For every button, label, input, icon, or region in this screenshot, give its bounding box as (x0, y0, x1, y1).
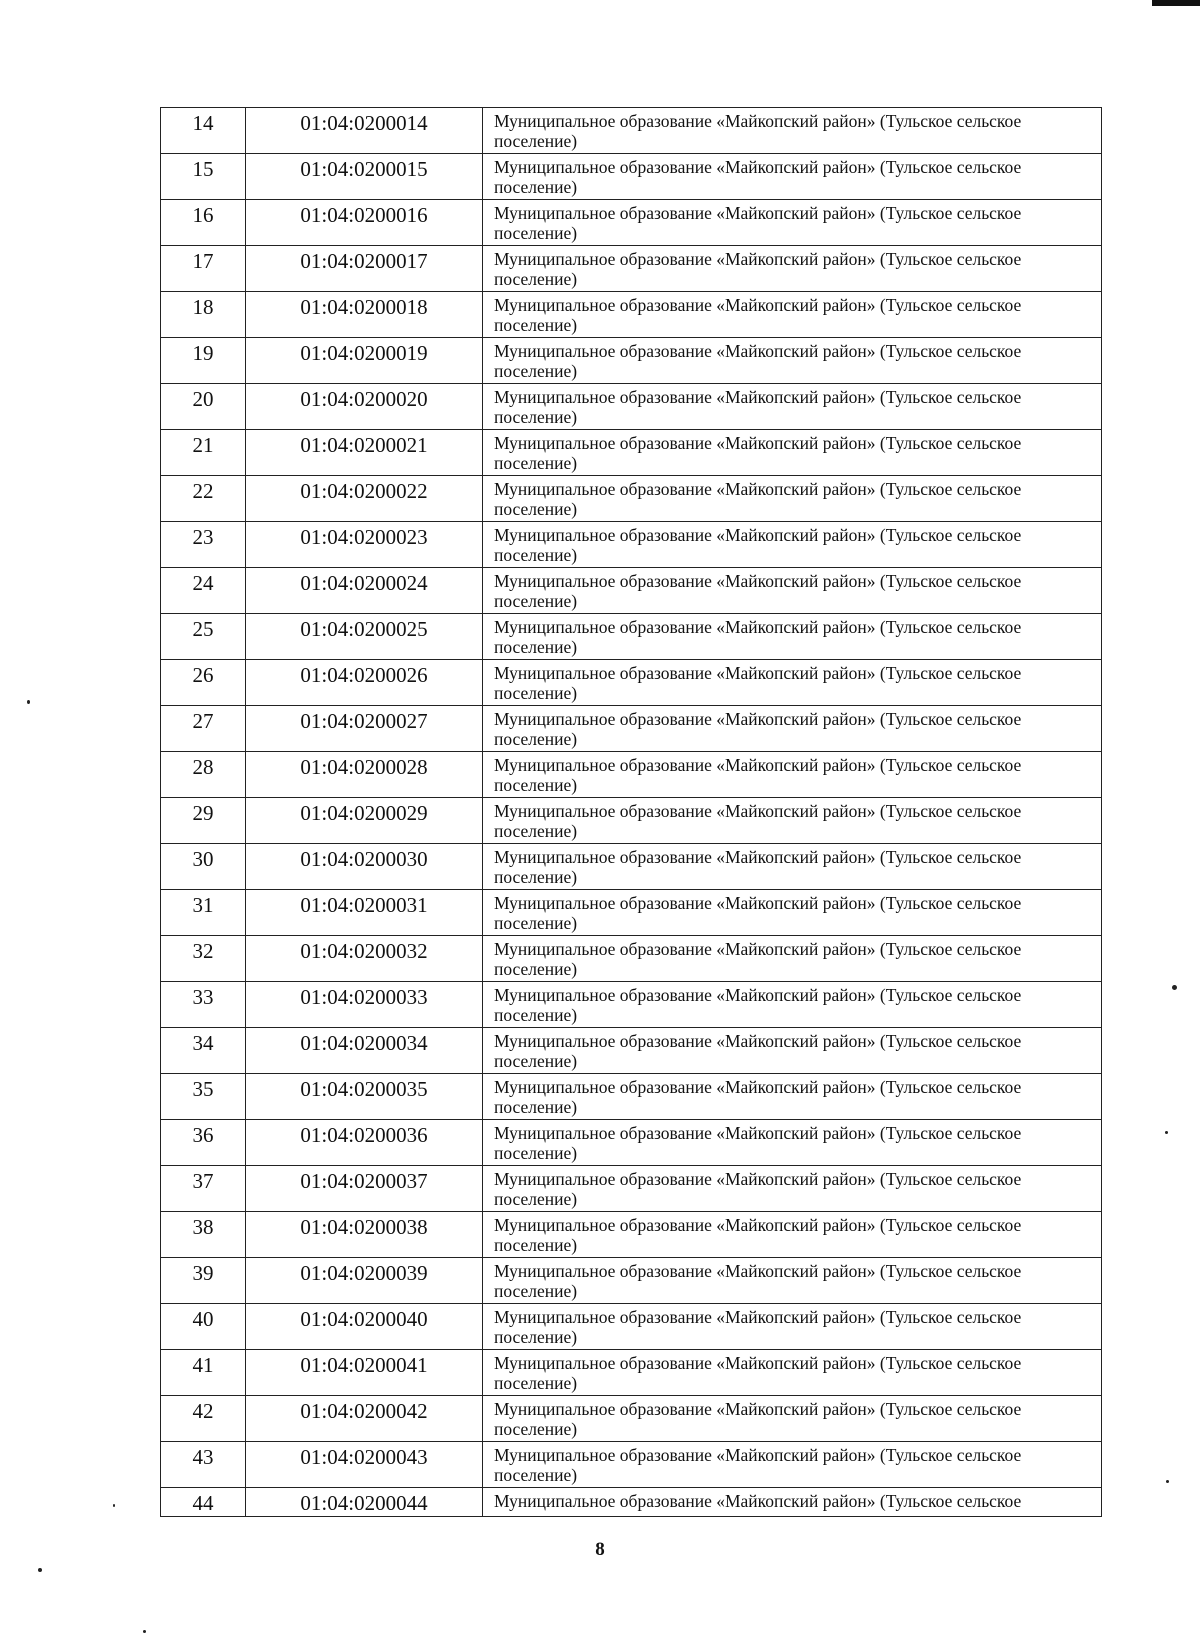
scan-speck (1165, 1131, 1168, 1134)
owner-cell: Муниципальное образование «Майкопский район» (Тульское сельское поселение) (483, 1074, 1102, 1120)
row-number-cell: 18 (161, 292, 246, 338)
cadastral-number-cell: 01:04:0200016 (246, 200, 483, 246)
cadastral-number-cell: 01:04:0200014 (246, 108, 483, 154)
owner-cell: Муниципальное образование «Майкопский район» (Тульское сельское поселение) (483, 568, 1102, 614)
cadastral-number-cell: 01:04:0200017 (246, 246, 483, 292)
owner-cell: Муниципальное образование «Майкопский район» (Тульское сельское (483, 1488, 1102, 1517)
scan-speck (38, 1568, 42, 1572)
page-number: 8 (595, 1539, 605, 1560)
cadastral-number-cell: 01:04:0200042 (246, 1396, 483, 1442)
row-number-cell: 28 (161, 752, 246, 798)
owner-cell: Муниципальное образование «Майкопский район» (Тульское сельское поселение) (483, 890, 1102, 936)
scan-speck (1172, 985, 1177, 990)
row-number-cell: 30 (161, 844, 246, 890)
owner-cell: Муниципальное образование «Майкопский район» (Тульское сельское поселение) (483, 614, 1102, 660)
owner-cell: Муниципальное образование «Майкопский район» (Тульское сельское поселение) (483, 1212, 1102, 1258)
row-number-cell: 22 (161, 476, 246, 522)
table-row (161, 1120, 1102, 1166)
cadastral-number-cell: 01:04:0200040 (246, 1304, 483, 1350)
table-row (161, 292, 1102, 338)
table-row (161, 1074, 1102, 1120)
owner-cell: Муниципальное образование «Майкопский район» (Тульское сельское поселение) (483, 522, 1102, 568)
row-number-cell: 20 (161, 384, 246, 430)
table-row (161, 522, 1102, 568)
table-row (161, 660, 1102, 706)
cadastral-number-cell: 01:04:0200018 (246, 292, 483, 338)
row-number-cell: 39 (161, 1258, 246, 1304)
cadastral-number-cell: 01:04:0200033 (246, 982, 483, 1028)
scan-speck (113, 1504, 115, 1507)
row-number-cell: 21 (161, 430, 246, 476)
table-row (161, 338, 1102, 384)
owner-cell: Муниципальное образование «Майкопский район» (Тульское сельское поселение) (483, 1350, 1102, 1396)
table-row (161, 154, 1102, 200)
row-number-cell: 25 (161, 614, 246, 660)
table-row (161, 752, 1102, 798)
table-row (161, 1028, 1102, 1074)
owner-cell: Муниципальное образование «Майкопский район» (Тульское сельское поселение) (483, 338, 1102, 384)
table-row (161, 1212, 1102, 1258)
row-number-cell: 43 (161, 1442, 246, 1488)
owner-cell: Муниципальное образование «Майкопский район» (Тульское сельское поселение) (483, 982, 1102, 1028)
registry-table-body (161, 108, 1102, 1517)
cadastral-number-cell: 01:04:0200020 (246, 384, 483, 430)
row-number-cell: 35 (161, 1074, 246, 1120)
table-row (161, 1396, 1102, 1442)
owner-cell: Муниципальное образование «Майкопский район» (Тульское сельское поселение) (483, 154, 1102, 200)
cadastral-number-cell: 01:04:0200031 (246, 890, 483, 936)
table-row (161, 844, 1102, 890)
owner-cell: Муниципальное образование «Майкопский район» (Тульское сельское поселение) (483, 1442, 1102, 1488)
cadastral-number-cell: 01:04:0200044 (246, 1488, 483, 1517)
owner-cell: Муниципальное образование «Майкопский район» (Тульское сельское поселение) (483, 200, 1102, 246)
table-row (161, 1442, 1102, 1488)
cadastral-number-cell: 01:04:0200036 (246, 1120, 483, 1166)
row-number-cell: 23 (161, 522, 246, 568)
owner-cell: Муниципальное образование «Майкопский район» (Тульское сельское поселение) (483, 1166, 1102, 1212)
row-number-cell: 27 (161, 706, 246, 752)
cadastral-number-cell: 01:04:0200039 (246, 1258, 483, 1304)
owner-cell: Муниципальное образование «Майкопский район» (Тульское сельское поселение) (483, 660, 1102, 706)
owner-cell: Муниципальное образование «Майкопский район» (Тульское сельское поселение) (483, 292, 1102, 338)
owner-cell: Муниципальное образование «Майкопский район» (Тульское сельское поселение) (483, 706, 1102, 752)
owner-cell: Муниципальное образование «Майкопский район» (Тульское сельское поселение) (483, 798, 1102, 844)
owner-cell: Муниципальное образование «Майкопский район» (Тульское сельское поселение) (483, 108, 1102, 154)
table-row (161, 246, 1102, 292)
row-number-cell: 31 (161, 890, 246, 936)
table-row (161, 798, 1102, 844)
row-number-cell: 29 (161, 798, 246, 844)
scan-speck (143, 1630, 146, 1633)
owner-cell: Муниципальное образование «Майкопский район» (Тульское сельское поселение) (483, 430, 1102, 476)
corner-mark (1152, 0, 1200, 6)
row-number-cell: 24 (161, 568, 246, 614)
cadastral-number-cell: 01:04:0200038 (246, 1212, 483, 1258)
table-row (161, 1350, 1102, 1396)
cadastral-number-cell: 01:04:0200043 (246, 1442, 483, 1488)
table-row (161, 1488, 1102, 1517)
owner-cell: Муниципальное образование «Майкопский район» (Тульское сельское поселение) (483, 1120, 1102, 1166)
row-number-cell: 38 (161, 1212, 246, 1258)
row-number-cell: 32 (161, 936, 246, 982)
row-number-cell: 15 (161, 154, 246, 200)
table-row (161, 1258, 1102, 1304)
cadastral-number-cell: 01:04:0200027 (246, 706, 483, 752)
owner-cell: Муниципальное образование «Майкопский район» (Тульское сельское поселение) (483, 1258, 1102, 1304)
table-row (161, 430, 1102, 476)
cadastral-number-cell: 01:04:0200035 (246, 1074, 483, 1120)
table-row (161, 1166, 1102, 1212)
table-row (161, 706, 1102, 752)
cadastral-number-cell: 01:04:0200024 (246, 568, 483, 614)
cadastral-number-cell: 01:04:0200030 (246, 844, 483, 890)
cadastral-number-cell: 01:04:0200029 (246, 798, 483, 844)
scan-speck (1166, 1480, 1169, 1483)
cadastral-number-cell: 01:04:0200019 (246, 338, 483, 384)
row-number-cell: 33 (161, 982, 246, 1028)
row-number-cell: 42 (161, 1396, 246, 1442)
row-number-cell: 36 (161, 1120, 246, 1166)
owner-cell: Муниципальное образование «Майкопский район» (Тульское сельское поселение) (483, 384, 1102, 430)
owner-cell: Муниципальное образование «Майкопский район» (Тульское сельское поселение) (483, 1304, 1102, 1350)
cadastral-number-cell: 01:04:0200032 (246, 936, 483, 982)
row-number-cell: 16 (161, 200, 246, 246)
cadastral-number-cell: 01:04:0200022 (246, 476, 483, 522)
owner-cell: Муниципальное образование «Майкопский район» (Тульское сельское поселение) (483, 1028, 1102, 1074)
row-number-cell: 26 (161, 660, 246, 706)
table-row (161, 890, 1102, 936)
table-row (161, 982, 1102, 1028)
registry-table-container (160, 107, 1102, 1517)
row-number-cell: 37 (161, 1166, 246, 1212)
cadastral-number-cell: 01:04:0200021 (246, 430, 483, 476)
cadastral-number-cell: 01:04:0200034 (246, 1028, 483, 1074)
cadastral-number-cell: 01:04:0200023 (246, 522, 483, 568)
row-number-cell: 17 (161, 246, 246, 292)
owner-cell: Муниципальное образование «Майкопский район» (Тульское сельское поселение) (483, 1396, 1102, 1442)
owner-cell: Муниципальное образование «Майкопский район» (Тульское сельское поселение) (483, 752, 1102, 798)
cadastral-number-cell: 01:04:0200037 (246, 1166, 483, 1212)
row-number-cell: 40 (161, 1304, 246, 1350)
cadastral-number-cell: 01:04:0200015 (246, 154, 483, 200)
owner-cell: Муниципальное образование «Майкопский район» (Тульское сельское поселение) (483, 476, 1102, 522)
owner-cell: Муниципальное образование «Майкопский район» (Тульское сельское поселение) (483, 246, 1102, 292)
row-number-cell: 34 (161, 1028, 246, 1074)
table-row (161, 108, 1102, 154)
table-row (161, 1304, 1102, 1350)
row-number-cell: 41 (161, 1350, 246, 1396)
table-row (161, 936, 1102, 982)
owner-cell: Муниципальное образование «Майкопский район» (Тульское сельское поселение) (483, 936, 1102, 982)
table-row (161, 614, 1102, 660)
row-number-cell: 44 (161, 1488, 246, 1517)
table-row (161, 200, 1102, 246)
scan-speck (27, 700, 30, 704)
table-row (161, 384, 1102, 430)
cadastral-number-cell: 01:04:0200025 (246, 614, 483, 660)
cadastral-number-cell: 01:04:0200028 (246, 752, 483, 798)
table-row (161, 568, 1102, 614)
row-number-cell: 19 (161, 338, 246, 384)
registry-table (160, 107, 1102, 1517)
row-number-cell: 14 (161, 108, 246, 154)
cadastral-number-cell: 01:04:0200041 (246, 1350, 483, 1396)
owner-cell: Муниципальное образование «Майкопский район» (Тульское сельское поселение) (483, 844, 1102, 890)
cadastral-number-cell: 01:04:0200026 (246, 660, 483, 706)
table-row (161, 476, 1102, 522)
